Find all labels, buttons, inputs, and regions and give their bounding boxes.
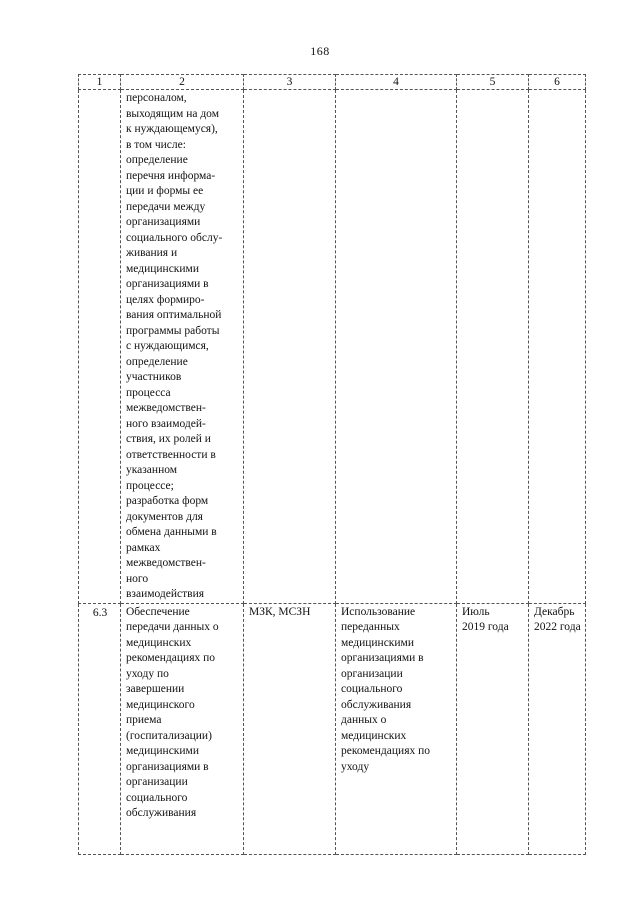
start-date-cell	[457, 90, 529, 604]
header-cell-2: 2	[121, 75, 244, 90]
header-cell-6: 6	[529, 75, 586, 90]
result-cell: Использование переданных медицинскими организациями в организации социального обслуживания данных о медицинских рекомендациях по уходу	[336, 603, 457, 854]
header-cell-5: 5	[457, 75, 529, 90]
end-date-cell	[529, 90, 586, 604]
responsible-cell	[244, 90, 336, 604]
activity-cell: Обеспечение передачи данных о медицинских рекомендациях по уходу по завершении медицинского приема (госпитализации) медицинскими организациями в организации социального обслуживания	[121, 603, 244, 854]
row-number-cell	[79, 90, 121, 604]
header-cell-3: 3	[244, 75, 336, 90]
end-date-cell: Декабрь 2022 года	[529, 603, 586, 854]
activity-cell: персоналом, выходящим на дом к нуждающемуся), в том числе: определение перечня информа- ции и формы ее передачи между организациями социального обслу- живания и медицинскими организациями в целях формиро- вания оптимальной программы работы с нуждающимся, определение участников процесса межведомствен- ного взаимодей- ствия, их ролей и ответственности в указанном процессе; разработка форм документов для обмена данными в рамках межведомствен- ного взаимодействия	[121, 90, 244, 604]
table-row	[79, 90, 586, 604]
row-number-cell: 6.3	[79, 603, 121, 854]
result-cell	[336, 90, 457, 604]
table-row	[79, 603, 586, 854]
table-header-row	[79, 75, 586, 90]
responsible-cell: МЗК, МСЗН	[244, 603, 336, 854]
header-cell-4: 4	[336, 75, 457, 90]
start-date-cell: Июль 2019 года	[457, 603, 529, 854]
page-number: 168	[310, 44, 330, 58]
plan-table	[78, 74, 586, 855]
header-cell-1: 1	[79, 75, 121, 90]
